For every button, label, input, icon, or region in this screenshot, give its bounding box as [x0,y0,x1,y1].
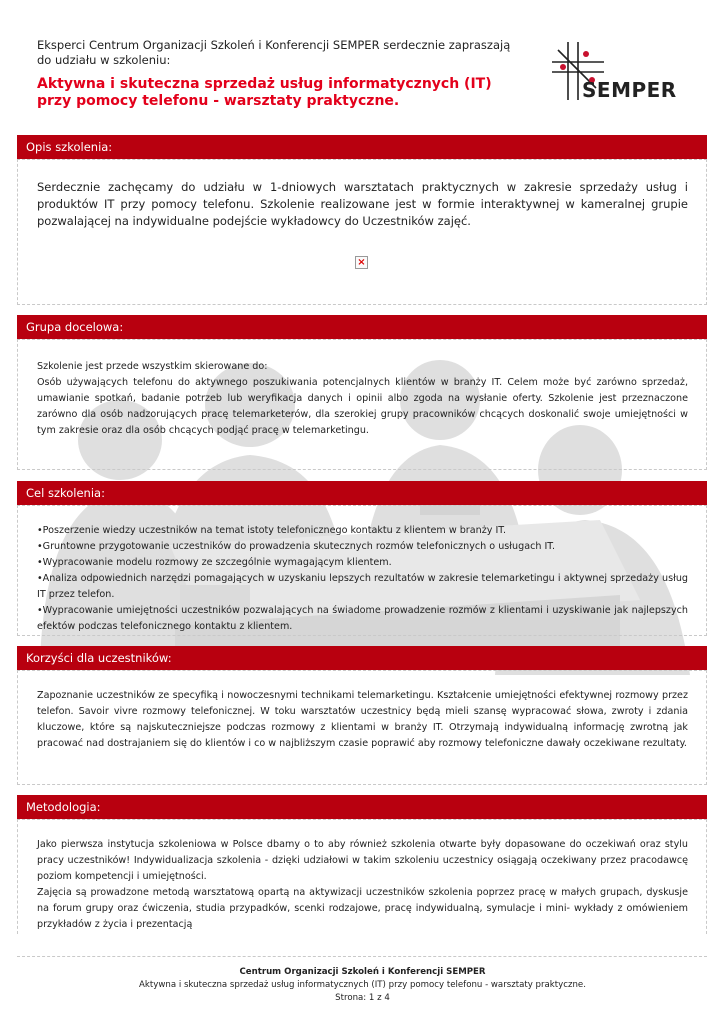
footer-organization: Centrum Organizacji Szkoleń i Konferencji SEMPER [239,967,486,977]
footer-training-title: Aktywna i skuteczna sprzedaż usług informatycznych (IT) przy pomocy telefonu - warsztaty praktyczne. [139,980,586,990]
header-intro-text: Eksperci Centrum Organizacji Szkoleń i Konferencji SEMPER serdecznie zapraszają do udziału w szkoleniu: [37,38,511,67]
section-heading-korzysci: Korzyści dla uczestników: [17,646,707,670]
cel-bullet-list [37,523,688,635]
list-item: •Gruntowne przygotowanie uczestników do prowadzenia skutecznych rozmów telefonicznych o usługach IT. [37,541,556,552]
section-heading-grupa: Grupa docelowa: [17,315,707,339]
section-heading-opis: Opis szkolenia: [17,135,707,159]
semper-logo [548,40,683,102]
training-title: Aktywna i skuteczna sprzedaż usług informatycznych (IT) przy pomocy telefonu - warsztaty praktyczne. [37,76,492,109]
metodologia-paragraph-2: Zajęcia są prowadzone metodą warsztatową opartą na aktywizacji uczestników szkolenia poprzez pracę w małych grupach, dyskusje na forum grupy oraz ćwiczenia, studia przypadków, scenki rodzajowe, pracę indywidualną, symulacje i mini- wykłady z omówieniem przykładów z życia i prezentacją [37,887,688,930]
metodologia-paragraph-1: Jako pierwsza instytucja szkoleniowa w Polsce dbamy o to aby również szkolenia otwarte były dopasowane do oczekiwań oraz stylu pracy uczestników! Indywidualizacja szkolenia - dzięki udziałowi w takim szkoleniu uczestnicy osiągają oczekiwany przez pracodawcę poziom kompetencji i umiejętności. [37,839,688,882]
korzysci-paragraph: Zapoznanie uczestników ze specyfiką i nowoczesnymi technikami telemarketingu. Kształcenie umiejętności efektywnej rozmowy przez telefon. Savoir vivre rozmowy telefonicznej. W toku warsztatów uczestnicy będą mieli szansę wypracować słowa, zwroty i zdania kluczowe, które są najskuteczniejsze podczas rozmowy z klientami w branży IT. Otrzymają indywidualną informację zwrotną jak pracować nad dostrajaniem się do klientów i co w najbliższym czasie poprawić aby rozmowy telefoniczne dawały oczekiwane rezultaty. [37,690,688,749]
section-heading-metodologia: Metodologia: [17,795,707,819]
page-footer [0,966,725,1005]
section-heading-cel: Cel szkolenia: [17,481,707,505]
grupa-paragraph: Osób używających telefonu do aktywnego poszukiwania potencjalnych klientów w branży IT. Celem może być zarówno sprzedaż, umawianie spotkań, badanie potrzeb lub weryfikacja danych i opinii albo zgoda na wysłanie oferty. Szkolenie jest przeznaczone zarówno dla osób nadzorujących pracę telemarketerów, dla szerokiej grupy pracowników chcących doskonalić swoje umiejętności w tym zakresie oraz dla osób chcących podjąć pracę w telemarketingu. [37,377,688,436]
list-item: •Analiza odpowiednich narzędzi pomagających w uzyskaniu lepszych rezultatów w zakresie telemarketingu i aktywnej sprzedaży usług IT przez telefon. [37,573,688,600]
broken-image-icon: × [355,256,368,269]
footer-page-number: Strona: 1 z 4 [335,993,390,1003]
list-item: •Wypracowanie umiejętności uczestników pozwalających na świadome prowadzenie rozmów z klientami i uzyskiwanie jak najlepszych efektów podczas telefonicznego kontaktu z klientem. [37,605,688,632]
list-item: •Wypracowanie modelu rozmowy ze szczególnie wymagającym klientem. [37,557,392,568]
list-item: •Poszerzenie wiedzy uczestników na temat istoty telefonicznego kontaktu z klientem w branży IT. [37,525,507,536]
grupa-intro-line: Szkolenie jest przede wszystkim skierowane do: [37,361,268,372]
logo-text: SEMPER [582,78,677,102]
footer-divider [17,956,707,957]
opis-paragraph: Serdecznie zachęcamy do udziału w 1-dniowych warsztatach praktycznych w zakresie sprzedaży usług i produktów IT przy pomocy telefonu. Szkolenie realizowane jest w formie interaktywnej w kameralnej grupie pozwalającej na indywidualne podejście wykładowcy do Uczestników zajęć. [37,180,688,228]
